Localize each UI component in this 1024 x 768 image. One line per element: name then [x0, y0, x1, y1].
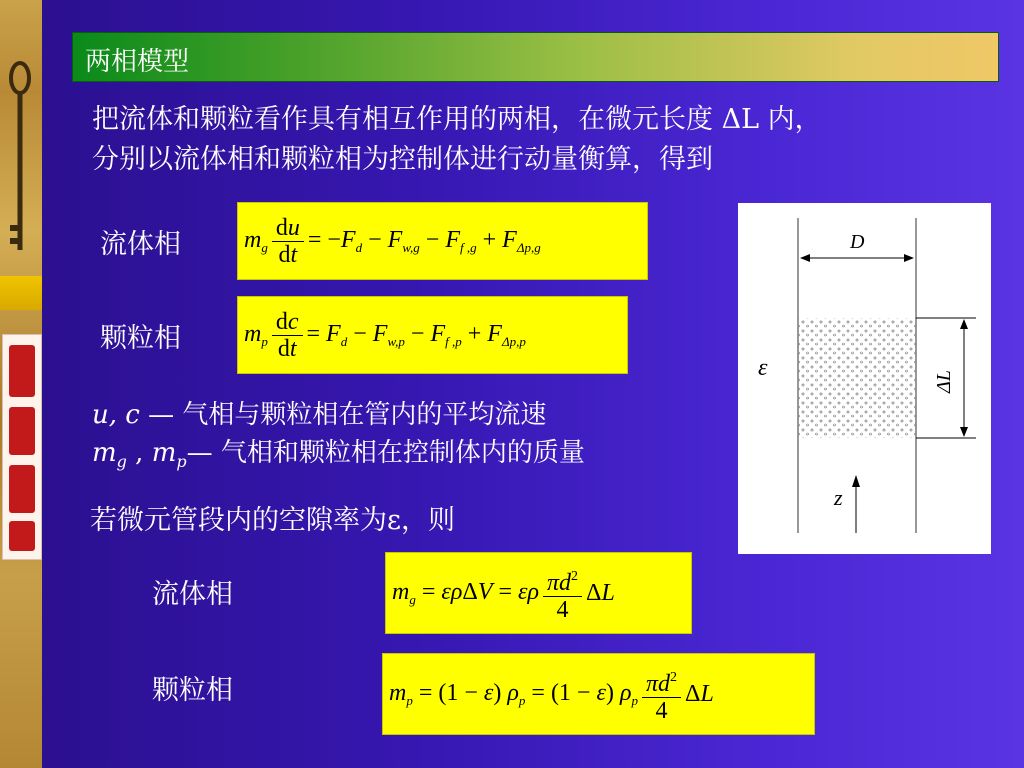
particle-mass-equation: $m_p = (1 - \varepsilon) \rho_p = (1 - \varepsilon)$ $\rho_p$ $\frac{\pi d^2}{4}$ ΔL — [382, 653, 815, 735]
definition-velocity: u, c — 气相与颗粒相在管内的平均流速 — [92, 400, 547, 430]
voidage-label: ε — [758, 355, 768, 381]
definition-mass: $m_g$ , $m_p—$ 气相和颗粒相在控制体内的质量 — [92, 438, 585, 471]
fluid-phase-label-1: 流体相 — [100, 229, 181, 260]
fluid-mass-equation: $m_g = \varepsilon\rho\Delta V = \varepsilon\rho$ $\frac{\pi d^2}{4}$ ΔL — [385, 552, 692, 634]
fluid-phase-label-2: 流体相 — [152, 579, 233, 610]
variable-definitions — [92, 396, 585, 481]
diameter-label: D — [850, 231, 865, 253]
particle-momentum-equation: $m_p$ $\frac{dc}{dt}$ = $F_d - F_{w,p} - F_{f ,p} + F_{\Delta p,p}$ — [237, 296, 628, 374]
key-icon — [0, 0, 42, 276]
pipe-control-volume-diagram — [738, 203, 991, 554]
seal-stamp — [2, 334, 42, 560]
axis-label: z — [834, 485, 843, 510]
particle-phase-label-2: 颗粒相 — [152, 675, 233, 706]
intro-paragraph — [92, 100, 1012, 180]
intro-line-1: 把流体和颗粒看作具有相互作用的两相，在微元长度 ΔL 内， — [92, 104, 822, 135]
gold-band — [0, 276, 42, 310]
voidage-sentence: 若微元管段内的空隙率为ε，则 — [90, 505, 455, 536]
pipe-diagram-svg — [738, 203, 991, 554]
particle-region — [798, 318, 916, 438]
intro-line-2: 分别以流体相和颗粒相为控制体进行动量衡算，得到 — [92, 144, 713, 175]
title-bar — [72, 32, 999, 82]
particle-phase-label-1: 颗粒相 — [100, 323, 181, 354]
slide-title: 两相模型 — [85, 47, 190, 77]
length-label: ΔL — [933, 370, 955, 393]
decorative-side-strip — [0, 0, 42, 768]
fluid-momentum-equation: $m_g$ $\frac{du}{dt}$ = $-F_d - F_{w,g} - F_{f ,g} + F_{\Delta p,g}$ — [237, 202, 648, 280]
